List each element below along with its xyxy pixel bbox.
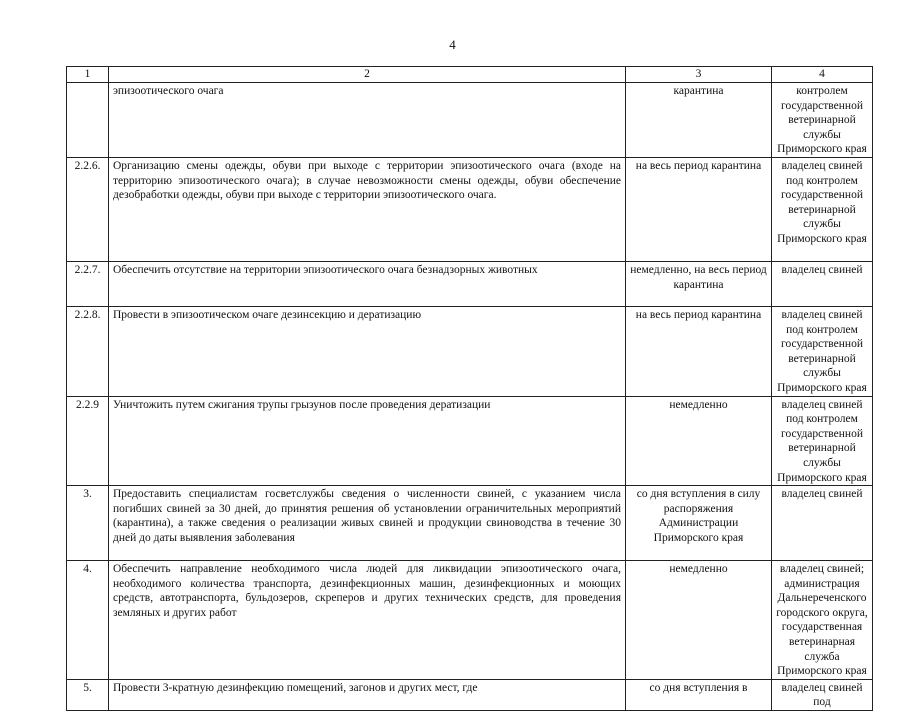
- row-task: Организацию смены одежды, обуви при выходе с территории эпизоотического очага (входе на территорию эпизоотического очага); в случае невозможности смены одежды, обуви обеспечение дезобработки одежды, обуви при выходе с территории эпизоотического очага.: [109, 157, 626, 261]
- page-number: 4: [449, 37, 456, 52]
- row-number: 3.: [67, 486, 109, 561]
- row-responsible: владелец свиней под контролем государственной ветеринарной службы Приморского края: [772, 306, 873, 396]
- row-responsible: владелец свиней: [772, 486, 873, 561]
- row-number: [67, 83, 109, 158]
- table-row: [67, 679, 873, 710]
- table-row: [67, 157, 873, 261]
- row-responsible: владелец свиней: [772, 261, 873, 306]
- row-term: немедленно: [626, 396, 772, 486]
- row-term: карантина: [626, 83, 772, 158]
- row-task: Предоставить специалистам госветслужбы сведения о численности свиней, с указанием числа погибших свиней за 30 дней, до принятия решения об установлении ограничительных мероприятий (карантина), а также сведения о реализации живых свиней и продукции свиноводства в течение 30 дней до даты выявления заболевания: [109, 486, 626, 561]
- row-number: 2.2.9: [67, 396, 109, 486]
- table-header-row: [67, 67, 873, 83]
- row-term: на весь период карантина: [626, 306, 772, 396]
- row-number: 4.: [67, 561, 109, 680]
- table-row: [67, 306, 873, 396]
- row-task: Обеспечить отсутствие на территории эпизоотического очага безнадзорных животных: [109, 261, 626, 306]
- row-term: на весь период карантина: [626, 157, 772, 261]
- row-responsible: владелец свиней под: [772, 679, 873, 710]
- row-term: немедленно: [626, 561, 772, 680]
- row-responsible: контролем государственной ветеринарной службы Приморского края: [772, 83, 873, 158]
- row-task: Обеспечить направление необходимого числа людей для ликвидации эпизоотического очага, необходимого количества транспорта, дезинфекционных машин, дезинфекционных и моющих средств, автотранспорта, бульдозеров, скреперов и других технических средств, для проведения земляных и других работ: [109, 561, 626, 680]
- row-task: Уничтожить путем сжигания трупы грызунов после проведения дератизации: [109, 396, 626, 486]
- column-header: 1: [67, 67, 109, 83]
- table-row: [67, 486, 873, 561]
- row-task: эпизоотического очага: [109, 83, 626, 158]
- row-task: Провести 3-кратную дезинфекцию помещений, загонов и других мест, где: [109, 679, 626, 710]
- table-row: [67, 261, 873, 306]
- row-number: 2.2.8.: [67, 306, 109, 396]
- column-header: 3: [626, 67, 772, 83]
- row-term: со дня вступления в силу распоряжения Администрации Приморского края: [626, 486, 772, 561]
- table-row: [67, 561, 873, 680]
- measures-table: [66, 66, 873, 711]
- row-number: 5.: [67, 679, 109, 710]
- row-number: 2.2.7.: [67, 261, 109, 306]
- row-responsible: владелец свиней под контролем государственной ветеринарной службы Приморского края: [772, 396, 873, 486]
- column-header: 4: [772, 67, 873, 83]
- row-responsible: владелец свиней; администрация Дальнереченского городского округа, государственная ветеринарная служба Приморского края: [772, 561, 873, 680]
- table-row: [67, 396, 873, 486]
- row-number: 2.2.6.: [67, 157, 109, 261]
- row-term: со дня вступления в: [626, 679, 772, 710]
- row-task: Провести в эпизоотическом очаге дезинсекцию и дератизацию: [109, 306, 626, 396]
- row-term: немедленно, на весь период карантина: [626, 261, 772, 306]
- column-header: 2: [109, 67, 626, 83]
- row-responsible: владелец свиней под контролем государственной ветеринарной службы Приморского края: [772, 157, 873, 261]
- table-row: [67, 83, 873, 158]
